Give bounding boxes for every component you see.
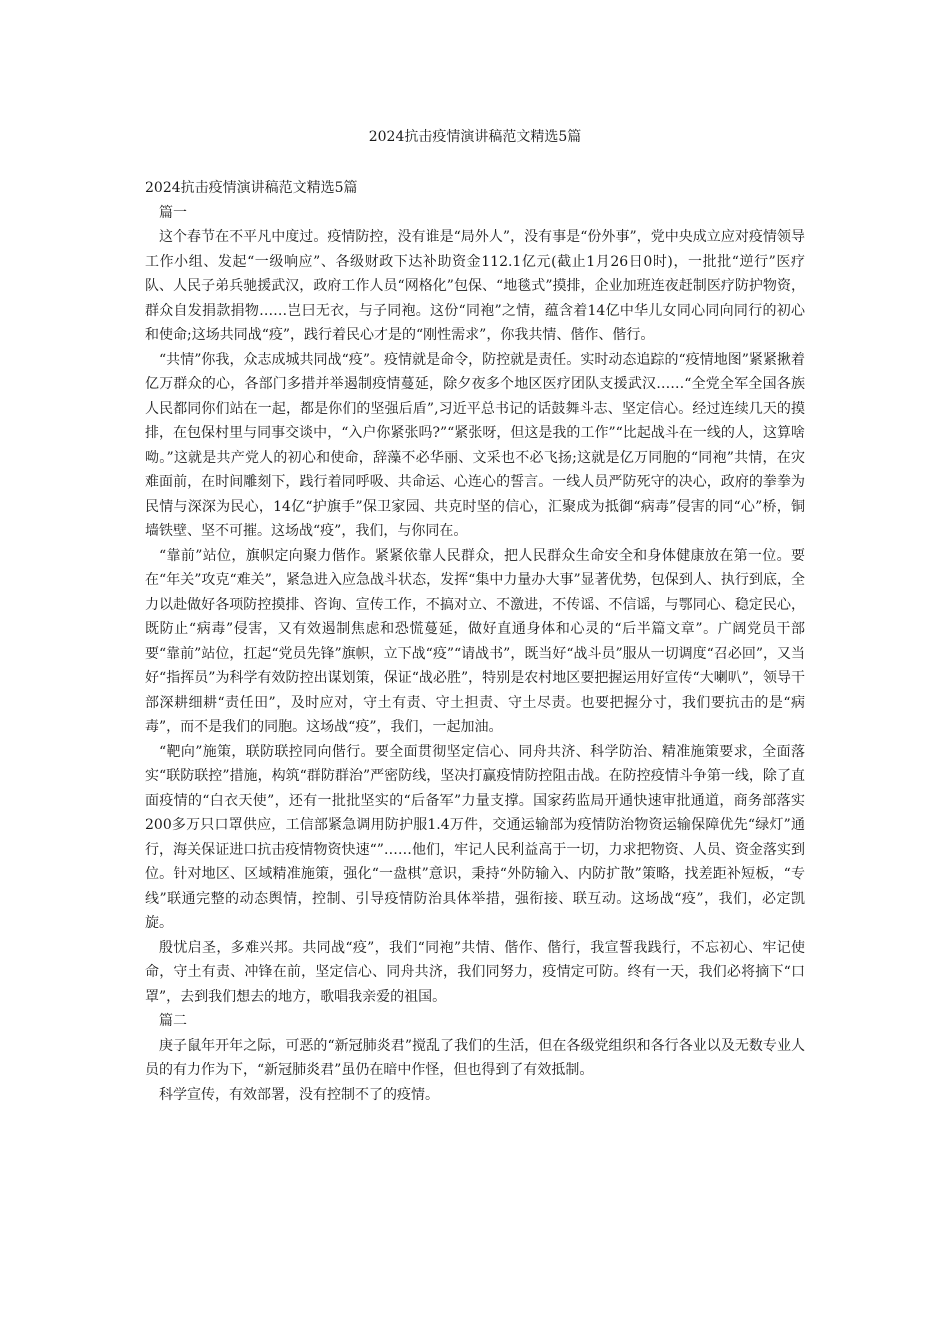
section-heading-1: 篇一 xyxy=(159,204,187,221)
section-heading-2: 篇二 xyxy=(159,1013,187,1029)
paragraph: 这个春节在不平凡中度过。疫情防控，没有谁是“局外人”，没有事是“份外事”，党中央成立应对疫情领导工作小组、发起“一级响应”、各级财政下达补助资金112.1亿元(截止1月26日0时)，一批批“逆行”医疗队、人民子弟兵驰援武汉，政府工作人员“网格化”包保、“地毯式”摸排，企业加班连夜赶制医疗防护物资，群众自发捐款捐物……岂曰无衣，与子同袍。这份“同袍”之情，蕴含着14亿中华儿女同心同向同行的初心和使命;这场共同战“疫”，践行着民心才是的“刚性需求”，你我共情、偕作、偕行。 xyxy=(145,229,805,343)
document-subtitle: 2024抗击疫情演讲稿范文精选5篇 xyxy=(145,180,358,196)
paragraph: 科学宣传，有效部署，没有控制不了的疫情。 xyxy=(159,1086,439,1103)
document-body xyxy=(145,176,805,1107)
paragraph: 殷忧启圣，多难兴邦。共同战“疫”，我们“同袍”共情、偕作、偕行，我宣誓我践行，不忘初心、牢记使命，守土有责、冲锋在前，坚定信心、同舟共济，我们同努力，疫情定可防。终有一天，我们必将摘下“口罩”，去到我们想去的地方，歌唱我亲爱的祖国。 xyxy=(145,939,805,1005)
paragraph: “共情”你我，众志成城共同战“疫”。疫情就是命令，防控就是责任。实时动态追踪的“疫情地图”紧紧揪着亿万群众的心，各部门多措并举遏制疫情蔓延，除夕夜多个地区医疗团队支援武汉……“全党全军全国各族人民都同你们站在一起，都是你们的坚强后盾”,习近平总书记的话鼓舞斗志、坚定信心。经过连续几天的摸排，在包保村里与同事交谈中，“入户你紧张吗?”“紧张呀，但这是我的工作”“比起战斗在一线的人，这算啥呦。”这就是共产党人的初心和使命，辞藻不必华丽、文采也不必飞扬;这就是亿万同胞的“同袍”共情，在灾难面前，在时间雕刻下，践行着同呼吸、共命运、心连心的誓言。一线人员严防死守的决心，政府的拳拳为民情与深深为民心，14亿“护旗手”保卫家园、共克时坚的信心，汇聚成为抵御“病毒”侵害的同“心”桥，铜墙铁壁、坚不可摧。这场战“疫”，我们，与你同在。 xyxy=(145,351,805,539)
paragraph: “靶向”施策，联防联控同向偕行。要全面贯彻坚定信心、同舟共济、科学防治、精准施策要求，全面落实“联防联控”措施，构筑“群防群治”严密防线，坚决打赢疫情防控阻击战。在防控疫情斗争第一线，除了直面疫情的“白衣天使”，还有一批批坚实的“后备军”力量支撑。国家药监局开通快速审批通道，商务部落实200多万只口罩供应，工信部紧急调用防护服1.4万件，交通运输部为疫情防治物资运输保障优先“绿灯”通行，海关保证进口抗击疫情物资快速“”……他们，牢记人民利益高于一切，力求把物资、人员、资金落实到位。针对地区、区域精准施策，强化“一盘棋”意识，秉持“外防输入、内防扩散”策略，找差距补短板，“专线”联通完整的动态舆情，控制、引导疫情防治具体举措，强衔接、联互动。这场战“疫”，我们，必定凯旋。 xyxy=(145,743,805,931)
paragraph: “靠前”站位，旗帜定向聚力偕作。紧紧依靠人民群众，把人民群众生命安全和身体健康放在第一位。要在“年关”攻克“难关”，紧急进入应急战斗状态，发挥“集中力量办大事”显著优势，包保到人、执行到底，全力以赴做好各项防控摸排、咨询、宣传工作，不搞对立、不激进，不传谣、不信谣，与鄂同心、稳定民心，既防止“病毒”侵害，又有效遏制焦虑和恐慌蔓延，做好直通身体和心灵的“后半篇文章”。广阔党员干部要“靠前”站位，扛起“党员先锋”旗帜，立下战“疫”“请战书”，既当好“战斗员”服从一切调度“召必回”，又当好“指挥员”为科学有效防控出谋划策，保证“战必胜”，特别是农村地区要把握运用好宣传“大喇叭”，领导干部深耕细耕“责任田”，及时应对，守土有责、守土担责、守土尽责。也要把握分寸，我们要抗击的是“病毒”，而不是我们的同胞。这场战“疫”，我们，一起加油。 xyxy=(145,547,805,735)
paragraph: 庚子鼠年开年之际，可恶的“新冠肺炎君”搅乱了我们的生活，但在各级党组织和各行各业以及无数专业人员的有力作为下，“新冠肺炎君”虽仍在暗中作怪，但也得到了有效抵制。 xyxy=(145,1037,805,1078)
document-title: 2024抗击疫情演讲稿范文精选5篇 xyxy=(368,129,582,145)
